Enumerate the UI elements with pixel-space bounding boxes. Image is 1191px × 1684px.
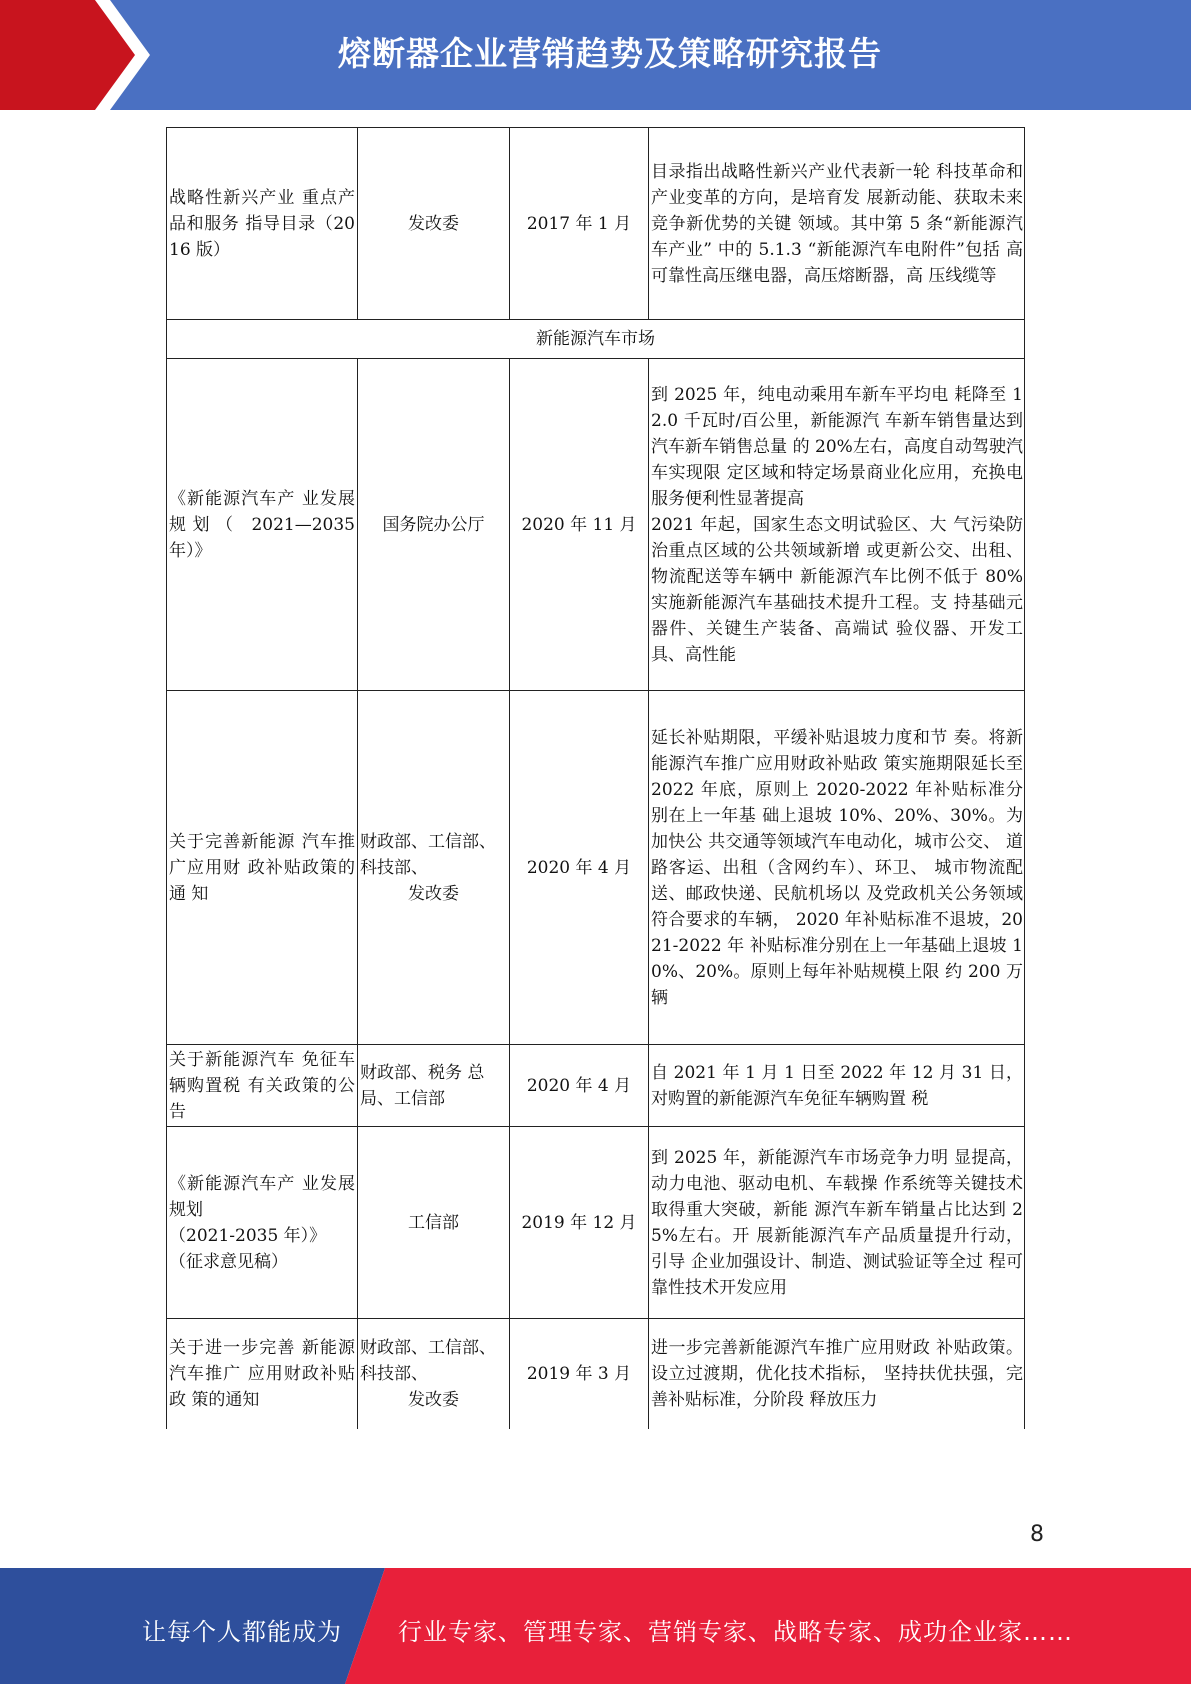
policy-name: 关于完善新能源 汽车推广应用财 政补贴政策的通 知 (167, 691, 358, 1045)
report-title: 熔断器企业营销趋势及策略研究报告 (338, 34, 882, 73)
policy-department-part: 财政部、工信部、科技部、 (360, 831, 496, 878)
policy-name-part: （2021-2035 年）》 (169, 1225, 327, 1246)
table-row (167, 359, 1025, 691)
policy-table (166, 127, 1025, 1429)
policy-department: 国务院办公厅 (358, 359, 510, 691)
policy-name-part: 《新能源汽车产 业发展规划 (169, 1173, 355, 1220)
policy-description: 进一步完善新能源汽车推广应用财政 补贴政策。设立过渡期，优化技术指标， 坚持扶优扶强，完善补贴标准，分阶段 释放压力 (649, 1319, 1025, 1429)
policy-description: 延长补贴期限，平缓补贴退坡力度和节 奏。将新能源汽车推广应用财政补贴政 策实施期限延长至 2022 年底，原则上 2020-2022 年补贴标准分别在上一年基 础上退坡 10%、20%、30%。为加快公 共交通等领域汽车电动化，城市公交、 道路客运、出租（含网约车）、环卫、 城市物流配送、邮政快递、民航机场以 及党政机关公务领域符合要求的车辆， 2020 年补贴标准不退坡，2021-2022 年 补贴标准分别在上一年基础上退坡 10%、20%。原则上每年补贴规模上限 约 200 万辆 (649, 691, 1025, 1045)
policy-department (358, 691, 510, 1045)
page-footer (0, 1568, 1191, 1684)
page-header (0, 0, 1191, 110)
policy-date: 2019 年 3 月 (510, 1319, 649, 1429)
policy-name: 战略性新兴产业 重点产品和服务 指导目录（2016 版） (167, 128, 358, 320)
policy-department: 发改委 (358, 128, 510, 320)
policy-date: 2020 年 4 月 (510, 691, 649, 1045)
policy-department-part: 发改委 (408, 883, 459, 904)
policy-department: 财政部、税务 总局、工信部 (358, 1045, 510, 1127)
policy-description: 目录指出战略性新兴产业代表新一轮 科技革命和产业变革的方向，是培育发 展新动能、获取未来竞争新优势的关键 领域。其中第 5 条“新能源汽车产业” 中的 5.1.3 “新能源汽车电附件”包括 高可靠性高压继电器，高压熔断器，高 压线缆等 (649, 128, 1025, 320)
policy-name: 关于新能源汽车 免征车辆购置税 有关政策的公告 (167, 1045, 358, 1127)
table-row (167, 128, 1025, 320)
policy-description (649, 359, 1025, 691)
footer-slogan-right: 行业专家、管理专家、营销专家、战略专家、成功企业家…… (398, 1618, 1073, 1646)
page-number: 8 (1030, 1522, 1044, 1547)
policy-department-part: 发改委 (408, 1389, 459, 1410)
table-row (167, 691, 1025, 1045)
policy-name (167, 1127, 358, 1319)
policy-description-part: 2021 年起，国家生态文明试验区、大 气污染防治重点区域的公共领域新增 或更新公交、出租、物流配送等车辆中 新能源汽车比例不低于 80% 实施新能源汽车基础技术提升工程。支 持基础元器件、关键生产装备、高端试 验仪器、开发工具、高性能 (651, 514, 1023, 665)
policy-name-part: （征求意见稿） (169, 1251, 288, 1272)
table-row (167, 1045, 1025, 1127)
policy-date: 2020 年 4 月 (510, 1045, 649, 1127)
table-row (167, 1319, 1025, 1429)
policy-date: 2019 年 12 月 (510, 1127, 649, 1319)
policy-department-part: 财政部、工信部、科技部、 (360, 1337, 496, 1384)
policy-description: 到 2025 年，新能源汽车市场竞争力明 显提高，动力电池、驱动电机、车载操 作系统等关键技术取得重大突破，新能 源汽车新车销量占比达到 25%左右。开 展新能源汽车产品质量提升行动，引导 企业加强设计、制造、测试验证等全过 程可靠性技术开发应用 (649, 1127, 1025, 1319)
policy-department: 工信部 (358, 1127, 510, 1319)
policy-name: 关于进一步完善 新能源汽车推广 应用财政补贴政 策的通知 (167, 1319, 358, 1429)
section-heading: 新能源汽车市场 (167, 320, 1025, 359)
policy-description-part: 到 2025 年，纯电动乘用车新车平均电 耗降至 12.0 千瓦时/百公里，新能源汽 车新车销售量达到汽车新车销售总量 的 20%左右，高度自动驾驶汽车实现限 定区域和特定场景商业化应用，充换电服务便利性显著提高 (651, 384, 1023, 509)
footer-slogan-left: 让每个人都能成为 (142, 1618, 342, 1646)
policy-name: 《新能源汽车产 业发展规划（ 2021—2035 年）》 (167, 359, 358, 691)
policy-department (358, 1319, 510, 1429)
policy-description: 自 2021 年 1 月 1 日至 2022 年 12 月 31 日，对购置的新能源汽车免征车辆购置 税 (649, 1045, 1025, 1127)
table-section-row (167, 320, 1025, 359)
table-row (167, 1127, 1025, 1319)
policy-date: 2017 年 1 月 (510, 128, 649, 320)
policy-date: 2020 年 11 月 (510, 359, 649, 691)
